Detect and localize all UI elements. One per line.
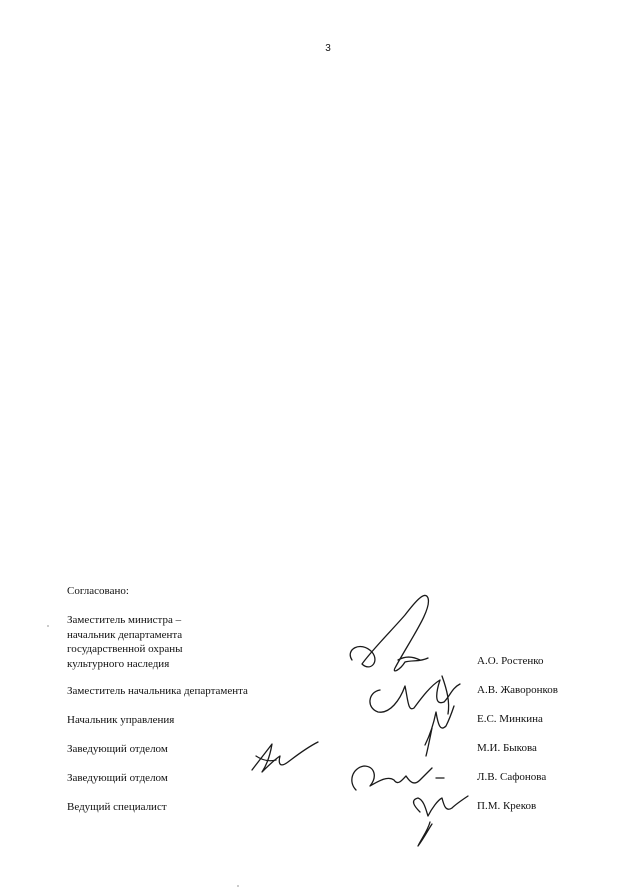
approver-title-lead-specialist: Ведущий специалист [67,801,167,813]
scan-speck [47,625,49,627]
approver-name-rostenko: А.О. Ростенко [477,655,544,667]
signature-bykova [252,742,318,772]
title-line: Заместитель министра – [67,614,182,626]
approver-title-deputy-minister [67,613,183,671]
approver-name-krekov: П.М. Креков [477,800,537,812]
approver-name-bykova: М.И. Быкова [477,742,537,754]
approver-name-safonova: Л.В. Сафонова [477,771,547,783]
approver-name-minkina: Е.С. Минкина [477,713,543,725]
approval-heading: Согласовано: [67,585,129,597]
signature-rostenko [350,595,428,670]
signature-minkina [425,706,454,756]
approver-title-head-of-department-2: Заведующий отделом [67,772,168,784]
signature-zhavoronkov [370,680,460,712]
approver-title-head-of-department-1: Заведующий отделом [67,743,168,755]
signature-krekov [414,796,468,846]
title-line: культурного наследия [67,657,170,670]
approver-name-zhavoronkov: А.В. Жаворонков [477,684,558,696]
title-line: начальник департамента [67,628,183,641]
approver-title-head-of-directorate: Начальник управления [67,714,175,726]
scan-speck [237,885,239,887]
signature-safonova [352,766,444,790]
page-number: 3 [325,43,331,54]
title-line: государственной охраны [67,643,183,655]
approver-title-deputy-head: Заместитель начальника департамента [67,685,248,697]
